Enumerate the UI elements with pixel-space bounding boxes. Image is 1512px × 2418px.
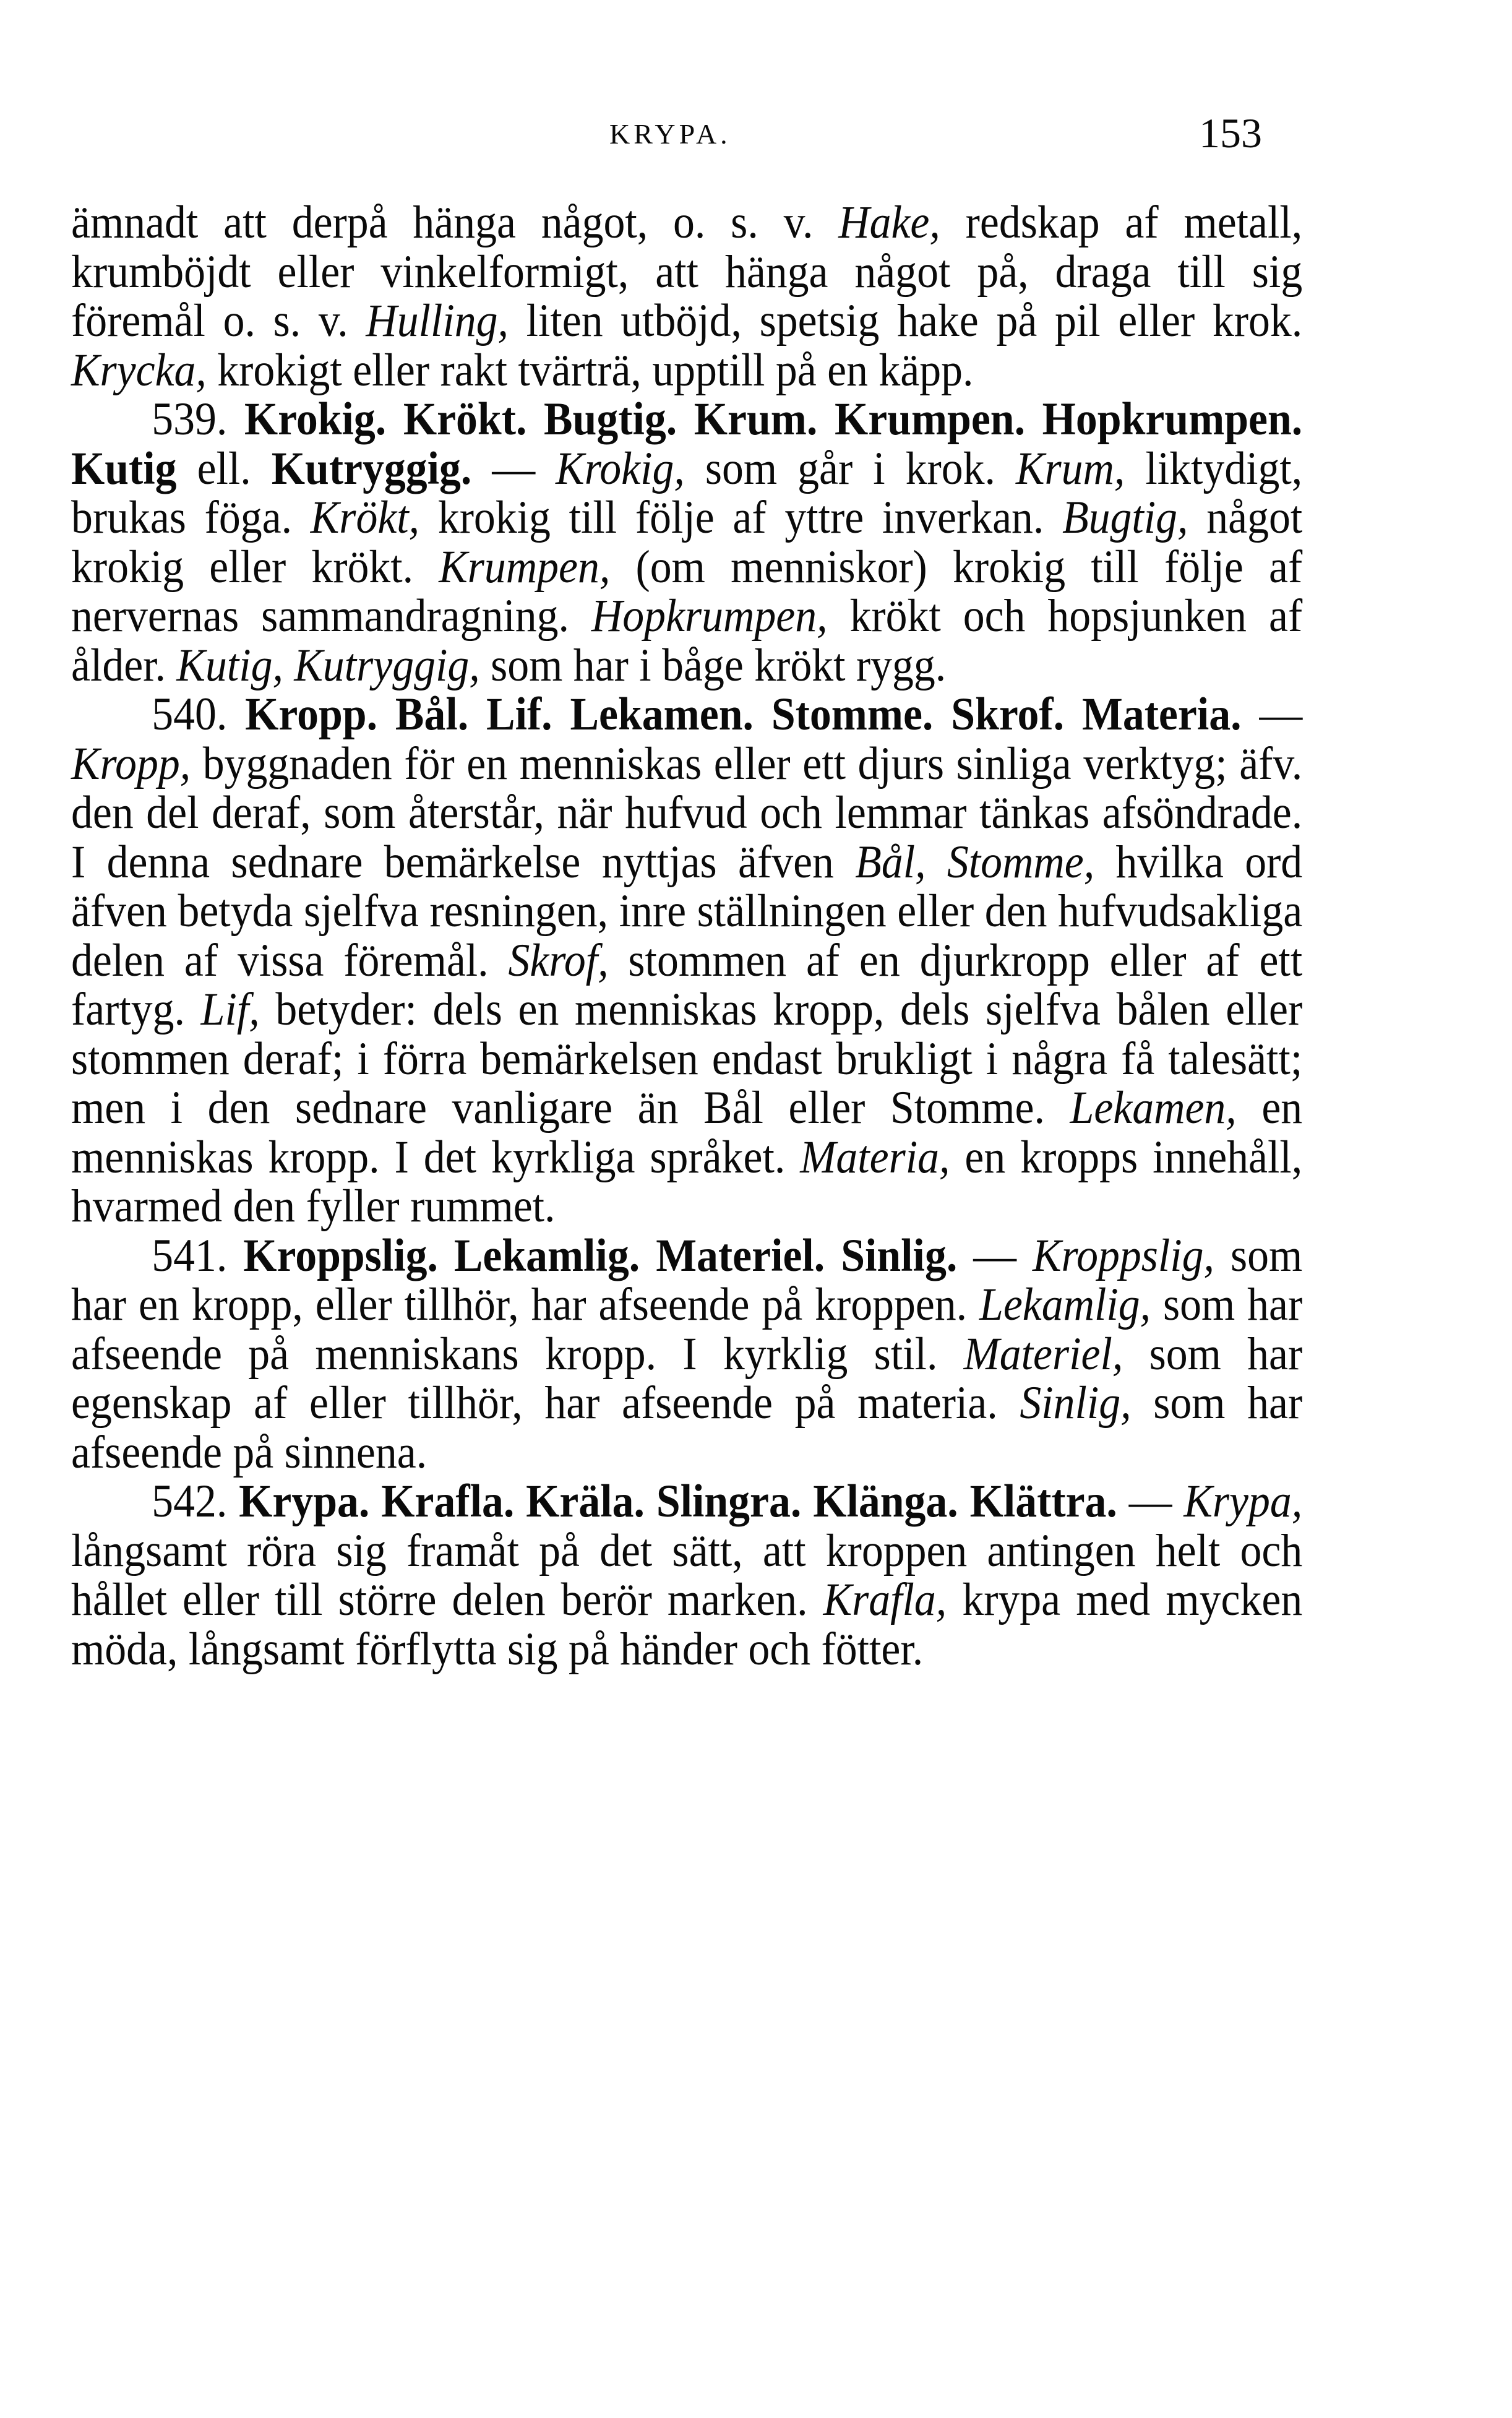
italic-term: Materiel,: [963, 1328, 1123, 1380]
entry-541: [71, 1231, 1302, 1478]
text-run: en menniskas kropp. I det kyrkliga språket.: [71, 1082, 1303, 1183]
italic-term: Lif,: [200, 984, 260, 1035]
italic-term: Krum,: [1015, 442, 1125, 494]
italic-term: Kropp,: [71, 738, 191, 790]
italic-term: Bugtig,: [1062, 492, 1188, 543]
entry-number: 539.: [152, 394, 228, 445]
text-run: en kropps innehåll, hvarmed den fyller rummet.: [71, 1131, 1303, 1232]
running-head: [71, 111, 1305, 161]
entry-number: 542.: [152, 1476, 228, 1527]
text-run: krökt och hopsjunken af ålder.: [71, 590, 1303, 691]
text-run: som har egenskap af eller tillhör, har afseende på materia.: [71, 1328, 1303, 1429]
entry-connector: ell.: [176, 442, 272, 494]
text-run: som har en kropp, eller tillhör, har afseende på kroppen.: [71, 1229, 1303, 1330]
body-text: [71, 198, 1302, 1674]
text-run: krokig till följe af yttre inverkan.: [419, 492, 1063, 543]
entry-headwords: Kropp. Bål. Lif. Lekamen. Stomme. Skrof. Materia.: [245, 689, 1242, 740]
italic-term: Krafla,: [823, 1574, 947, 1625]
text-run: (om menniskor) krokig till följe af nervernas sammandragning.: [71, 541, 1303, 642]
italic-term: Skrof,: [508, 934, 609, 986]
text-run: redskap af metall, krumböjdt eller vinkelformigt, att hänga något på, draga till sig föremål o. s. v.: [71, 197, 1303, 346]
text-run: som har afseende på sinnena.: [71, 1377, 1303, 1478]
italic-term: Krumpen,: [439, 541, 611, 593]
text-run: —: [471, 442, 556, 494]
text-run: hvilka ord äfven betyda sjelfva resningen, inre ställningen eller den hufvudsakliga delen af vissa föremål.: [71, 836, 1303, 986]
entry-definition: [71, 689, 1302, 1232]
italic-term: Sinlig,: [1020, 1377, 1132, 1429]
italic-term: Krypa,: [1183, 1476, 1303, 1527]
text-run: —: [1117, 1476, 1184, 1527]
entry-540: [71, 690, 1302, 1231]
text-run: något krokig eller krökt.: [71, 492, 1303, 593]
continuation-paragraph: [71, 198, 1302, 395]
text-run: som har afseende på menniskans kropp. I kyrklig stil.: [71, 1279, 1303, 1380]
text-run: långsamt röra sig framåt på det sätt, att kroppen antingen helt och hållet eller till större delen berör marken.: [71, 1525, 1303, 1625]
text-run: betyder: dels en menniskas kropp, dels sjelfva bålen eller stommen deraf; i förra bemärkelsen endast brukligt i några få talesätt; men i den sednare vanligare än Bål eller Stomme.: [71, 984, 1303, 1134]
text-run: stommen af en djurkropp eller af ett fartyg.: [71, 934, 1303, 1035]
entry-number: 541.: [152, 1229, 228, 1281]
italic-term: Krokig,: [556, 442, 685, 494]
text-run: som har i båge krökt rygg.: [479, 639, 947, 691]
text-run: krypa med mycken möda, långsamt förflytta sig på händer och fötter.: [71, 1574, 1303, 1675]
text-run: krokigt eller rakt tvärträ, upptill på en käpp.: [206, 344, 974, 396]
text-run: liktydigt, brukas föga.: [71, 442, 1303, 543]
entry-headwords: Kroppslig. Lekamlig. Materiel. Sinlig.: [243, 1229, 958, 1281]
italic-term: Hopkrumpen,: [591, 590, 828, 642]
text-run: —: [957, 1229, 1033, 1281]
italic-term: Kutig, Kutryggig,: [176, 639, 480, 691]
page-number: 153: [1199, 110, 1262, 157]
text-run: byggnaden för en menniskas eller ett djurs sinliga verktyg; äfv. den del deraf, som återstår, när hufvud och lemmar tänkas afsöndrade. I denna sednare bemärkelse nyttjas äfven: [71, 738, 1303, 888]
entry-number: 540.: [152, 689, 228, 740]
text-run: liten utböjd, spetsig hake på pil eller krok.: [508, 295, 1303, 346]
italic-term: Lekamlig,: [979, 1279, 1151, 1330]
entry-542: [71, 1477, 1302, 1674]
italic-term: Materia,: [800, 1131, 950, 1183]
entry-headwords-2: Kutryggig.: [271, 442, 472, 494]
text-run: ämnadt att derpå hänga något, o. s. v.: [71, 197, 839, 248]
italic-term: Kroppslig,: [1033, 1229, 1214, 1281]
italic-term: Krycka,: [71, 344, 207, 396]
italic-term: Krökt,: [310, 492, 420, 543]
text-run: som går i krok.: [684, 442, 1016, 494]
italic-term: Hake,: [838, 197, 940, 248]
italic-term: Hulling,: [366, 295, 509, 346]
entry-539: [71, 395, 1302, 690]
entry-headwords: Krokig. Krökt. Bugtig. Krum. Krumpen. Hopkrumpen. Kutig: [71, 394, 1303, 494]
entry-headwords: Krypa. Krafla. Kräla. Slingra. Klänga. Klättra.: [239, 1476, 1117, 1527]
italic-term: Lekamen,: [1070, 1082, 1237, 1134]
text-run: —: [1241, 689, 1303, 740]
italic-term: Bål, Stomme,: [855, 836, 1095, 888]
running-title: KRYPA.: [609, 118, 731, 150]
